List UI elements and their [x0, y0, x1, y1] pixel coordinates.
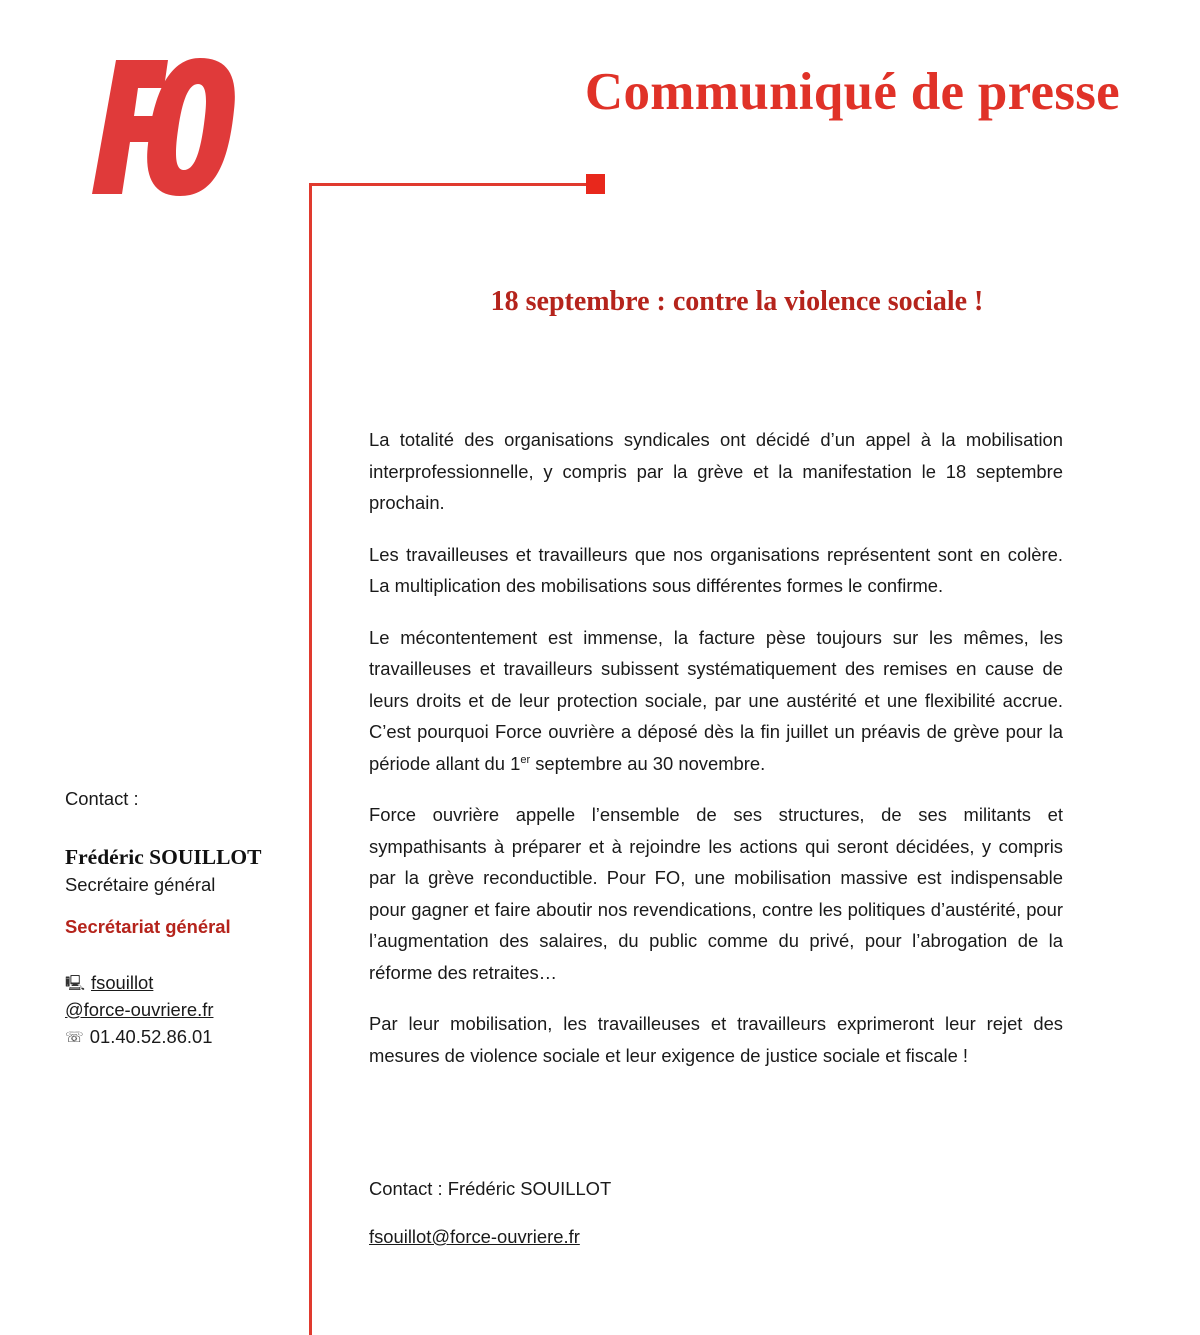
body-contact-line: Contact : Frédéric SOUILLOT: [369, 1178, 612, 1199]
press-release-headline: 18 septembre : contre la violence sociale !: [490, 286, 984, 317]
sidebar-contact-name: Frédéric SOUILLOT: [65, 845, 262, 869]
paragraph-1: La totalité des organisations syndicales ont décidé d’un appel à la mobilisation interprofessionnelle, y compris par la grève et la manifestation le 18 septembre prochain.: [369, 429, 1063, 513]
sidebar-phone-number: 01.40.52.86.01: [89, 1026, 213, 1047]
sidebar-email-line-1: [65, 972, 153, 998]
sidebar-email-line-2: [65, 999, 213, 1021]
paragraph-3: [369, 622, 1063, 780]
sidebar-contact-label: Contact :: [65, 788, 139, 809]
horizontal-rule: [309, 183, 591, 186]
sidebar-email-link-domain[interactable]: @force-ouvriere.fr: [65, 999, 214, 1020]
press-release-body: [369, 424, 1063, 1071]
paragraph-4: Force ouvrière appelle l’ensemble de ses structures, de ses militants et sympathisants à préparer et à rejoindre les actions qui seront décidées, y compris par la grève reconductible. Pour FO, une mobilisation massive est indispensable pour gagner et faire aboutir nos revendications, contre les politiques d’austérité, pour l’augmentation des salaires, du public comme du privé, pour l’abrogation de la réforme des retraites…: [369, 804, 1063, 983]
rule-square-marker: [586, 174, 605, 194]
sidebar-email-link[interactable]: fsouillot: [91, 972, 154, 993]
paragraph-3-text-end: septembre au 30 novembre.: [530, 752, 766, 774]
vertical-rule: [309, 183, 312, 1335]
fo-logo: [88, 58, 238, 198]
document-title: Communiqué de presse: [584, 63, 1120, 121]
phone-icon: ☏: [65, 1029, 84, 1046]
body-contact-email-link[interactable]: fsouillot@force-ouvriere.fr: [369, 1226, 580, 1247]
paragraph-5: Par leur mobilisation, les travailleuses et travailleurs exprimeront leur rejet des mesures de violence sociale et leur exigence de justice sociale et fiscale !: [369, 1013, 1063, 1066]
paragraph-3-text: Le mécontentement est immense, la facture pèse toujours sur les mêmes, les travailleuses et travailleurs subissent systématiquement des remises en cause de leurs droits et de leur protection sociale, par une austérité et une flexibilité accrue. C’est pourquoi Force ouvrière a déposé dès la fin juillet un préavis de grève pour la période allant du 1: [369, 626, 1063, 774]
ordinal-suffix: er: [520, 753, 531, 766]
paragraph-2: Les travailleuses et travailleurs que nos organisations représentent sont en colère. La multiplication des mobilisations sous différentes formes le confirme.: [369, 543, 1063, 596]
fo-logo-icon: [88, 58, 238, 198]
sidebar-contact-role: Secrétaire général: [65, 874, 216, 895]
sidebar-phone: [65, 1026, 212, 1048]
sidebar-department: Secrétariat général: [65, 916, 231, 937]
computer-icon: 🖳: [65, 975, 86, 992]
